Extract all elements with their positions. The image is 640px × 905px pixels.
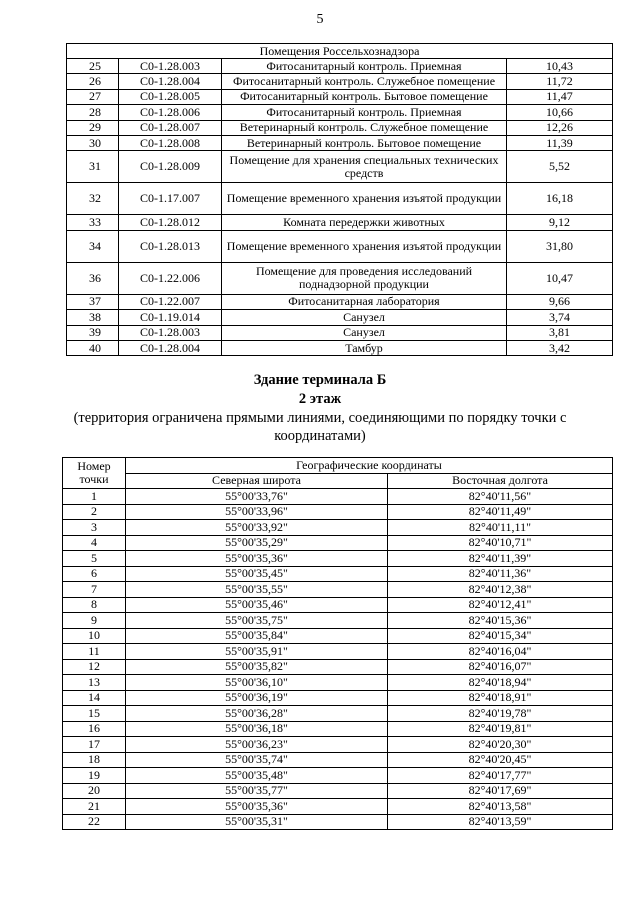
latitude-value: 55°00'35,82": [126, 659, 388, 675]
point-number: 13: [63, 675, 126, 691]
room-number: 26: [67, 74, 119, 89]
room-area: 3,81: [507, 325, 613, 340]
latitude-value: 55°00'36,28": [126, 706, 388, 722]
room-name: Фитосанитарный контроль. Приемная: [222, 105, 507, 120]
room-number: 32: [67, 183, 119, 215]
longitude-value: 82°40'11,36": [388, 566, 613, 582]
room-code: С0-1.28.007: [119, 120, 222, 135]
latitude-value: 55°00'35,45": [126, 566, 388, 582]
latitude-value: 55°00'35,75": [126, 613, 388, 629]
longitude-value: 82°40'19,78": [388, 706, 613, 722]
longitude-value: 82°40'13,59": [388, 814, 613, 830]
table-row: [67, 59, 613, 74]
coords-subheader-row: [63, 473, 613, 489]
point-number: 19: [63, 768, 126, 784]
table-row: [63, 721, 613, 737]
table-row: [63, 597, 613, 613]
point-number: 17: [63, 737, 126, 753]
table-row: [67, 215, 613, 230]
latitude-value: 55°00'36,10": [126, 675, 388, 691]
longitude-value: 82°40'20,30": [388, 737, 613, 753]
rooms-section-title: Помещения Россельхознадзора: [67, 44, 613, 59]
room-area: 10,43: [507, 59, 613, 74]
room-number: 39: [67, 325, 119, 340]
table-row: [63, 783, 613, 799]
room-number: 34: [67, 230, 119, 262]
table-row: [63, 582, 613, 598]
room-number: 28: [67, 105, 119, 120]
table-row: [63, 628, 613, 644]
table-row: [63, 551, 613, 567]
longitude-header: Восточная долгота: [388, 473, 613, 489]
point-number: 5: [63, 551, 126, 567]
longitude-value: 82°40'12,38": [388, 582, 613, 598]
room-code: С0-1.17.007: [119, 183, 222, 215]
table-row: [67, 89, 613, 104]
room-name: Фитосанитарная лаборатория: [222, 294, 507, 309]
latitude-value: 55°00'33,92": [126, 520, 388, 536]
table-row: [63, 768, 613, 784]
table-row: [63, 504, 613, 520]
table-row: [67, 230, 613, 262]
latitude-value: 55°00'36,18": [126, 721, 388, 737]
room-name: Ветеринарный контроль. Бытовое помещение: [222, 135, 507, 150]
point-number: 1: [63, 489, 126, 505]
room-code: С0-1.28.012: [119, 215, 222, 230]
room-area: 11,47: [507, 89, 613, 104]
room-name: Санузел: [222, 310, 507, 325]
table-row: [67, 74, 613, 89]
room-area: 12,26: [507, 120, 613, 135]
room-number: 29: [67, 120, 119, 135]
coords-header-row: [63, 458, 613, 474]
latitude-header: Северная широта: [126, 473, 388, 489]
latitude-value: 55°00'35,46": [126, 597, 388, 613]
longitude-value: 82°40'16,07": [388, 659, 613, 675]
point-number: 15: [63, 706, 126, 722]
room-area: 31,80: [507, 230, 613, 262]
room-name: Фитосанитарный контроль. Служебное помещение: [222, 74, 507, 89]
point-number: 7: [63, 582, 126, 598]
room-name: Фитосанитарный контроль. Бытовое помещение: [222, 89, 507, 104]
table-row: [63, 706, 613, 722]
room-area: 10,47: [507, 262, 613, 294]
room-number: 30: [67, 135, 119, 150]
longitude-value: 82°40'11,39": [388, 551, 613, 567]
table-row: [63, 799, 613, 815]
table-row: [67, 325, 613, 340]
room-number: 25: [67, 59, 119, 74]
table-row: [63, 690, 613, 706]
rooms-section-row: [67, 44, 613, 59]
point-number: 9: [63, 613, 126, 629]
table-row: [67, 105, 613, 120]
latitude-value: 55°00'33,76": [126, 489, 388, 505]
point-number: 8: [63, 597, 126, 613]
room-number: 36: [67, 262, 119, 294]
point-number: 14: [63, 690, 126, 706]
room-name: Помещение временного хранения изъятой продукции: [222, 183, 507, 215]
longitude-value: 82°40'15,36": [388, 613, 613, 629]
longitude-value: 82°40'20,45": [388, 752, 613, 768]
building-title: Здание терминала Б: [253, 372, 387, 388]
room-name: Ветеринарный контроль. Служебное помещение: [222, 120, 507, 135]
room-code: С0-1.22.006: [119, 262, 222, 294]
point-number: 12: [63, 659, 126, 675]
latitude-value: 55°00'35,31": [126, 814, 388, 830]
room-name: Помещение временного хранения изъятой продукции: [222, 230, 507, 262]
point-number: 18: [63, 752, 126, 768]
longitude-value: 82°40'11,49": [388, 504, 613, 520]
longitude-value: 82°40'10,71": [388, 535, 613, 551]
point-number: 2: [63, 504, 126, 520]
longitude-value: 82°40'19,81": [388, 721, 613, 737]
room-number: 40: [67, 340, 119, 355]
table-row: [63, 675, 613, 691]
longitude-value: 82°40'11,11": [388, 520, 613, 536]
longitude-value: 82°40'18,91": [388, 690, 613, 706]
table-row: [63, 737, 613, 753]
table-row: [67, 135, 613, 150]
room-area: 11,72: [507, 74, 613, 89]
section-heading: [0, 371, 640, 445]
floor-title: 2 этаж: [298, 391, 342, 407]
table-row: [67, 294, 613, 309]
latitude-value: 55°00'35,48": [126, 768, 388, 784]
latitude-value: 55°00'33,96": [126, 504, 388, 520]
table-row: [63, 520, 613, 536]
room-area: 3,42: [507, 340, 613, 355]
room-number: 38: [67, 310, 119, 325]
room-code: С0-1.28.008: [119, 135, 222, 150]
room-number: 27: [67, 89, 119, 104]
table-row: [67, 183, 613, 215]
room-code: С0-1.28.006: [119, 105, 222, 120]
geo-coords-header: Географические координаты: [126, 458, 613, 474]
latitude-value: 55°00'35,84": [126, 628, 388, 644]
room-area: 9,12: [507, 215, 613, 230]
latitude-value: 55°00'35,77": [126, 783, 388, 799]
longitude-value: 82°40'17,77": [388, 768, 613, 784]
page-number: 5: [316, 12, 324, 27]
latitude-value: 55°00'35,74": [126, 752, 388, 768]
table-row: [63, 659, 613, 675]
room-code: С0-1.22.007: [119, 294, 222, 309]
latitude-value: 55°00'36,23": [126, 737, 388, 753]
table-row: [63, 644, 613, 660]
point-number: 4: [63, 535, 126, 551]
table-row: [67, 151, 613, 183]
longitude-value: 82°40'16,04": [388, 644, 613, 660]
point-number: 10: [63, 628, 126, 644]
room-code: С0-1.28.004: [119, 74, 222, 89]
table-row: [67, 340, 613, 355]
room-code: С0-1.19.014: [119, 310, 222, 325]
longitude-value: 82°40'17,69": [388, 783, 613, 799]
table-row: [63, 752, 613, 768]
point-number: 22: [63, 814, 126, 830]
room-area: 5,52: [507, 151, 613, 183]
latitude-value: 55°00'35,29": [126, 535, 388, 551]
table-row: [63, 814, 613, 830]
room-code: С0-1.28.003: [119, 59, 222, 74]
table-row: [63, 613, 613, 629]
longitude-value: 82°40'15,34": [388, 628, 613, 644]
latitude-value: 55°00'36,19": [126, 690, 388, 706]
room-code: С0-1.28.013: [119, 230, 222, 262]
territory-description: (территория ограничена прямыми линиями, соединяющими по порядку точки с координатами): [73, 410, 567, 444]
point-number: 20: [63, 783, 126, 799]
room-area: 10,66: [507, 105, 613, 120]
coordinates-table: [62, 457, 613, 830]
table-row: [67, 310, 613, 325]
room-number: 37: [67, 294, 119, 309]
longitude-value: 82°40'11,56": [388, 489, 613, 505]
longitude-value: 82°40'12,41": [388, 597, 613, 613]
room-code: С0-1.28.004: [119, 340, 222, 355]
room-number: 31: [67, 151, 119, 183]
longitude-value: 82°40'13,58": [388, 799, 613, 815]
latitude-value: 55°00'35,36": [126, 799, 388, 815]
latitude-value: 55°00'35,36": [126, 551, 388, 567]
room-code: С0-1.28.009: [119, 151, 222, 183]
table-row: [67, 262, 613, 294]
room-area: 16,18: [507, 183, 613, 215]
point-number: 11: [63, 644, 126, 660]
room-number: 33: [67, 215, 119, 230]
latitude-value: 55°00'35,91": [126, 644, 388, 660]
latitude-value: 55°00'35,55": [126, 582, 388, 598]
room-area: 3,74: [507, 310, 613, 325]
rooms-table: [66, 43, 613, 356]
room-area: 11,39: [507, 135, 613, 150]
room-name: Помещение для проведения исследований поднадзорной продукции: [222, 262, 507, 294]
table-row: [63, 535, 613, 551]
table-row: [63, 489, 613, 505]
longitude-value: 82°40'18,94": [388, 675, 613, 691]
room-code: С0-1.28.005: [119, 89, 222, 104]
table-row: [63, 566, 613, 582]
point-number: 21: [63, 799, 126, 815]
room-code: С0-1.28.003: [119, 325, 222, 340]
point-number: 16: [63, 721, 126, 737]
room-name: Тамбур: [222, 340, 507, 355]
point-number-header: Номер точки: [63, 458, 126, 489]
room-name: Помещение для хранения специальных технических средств: [222, 151, 507, 183]
room-name: Комната передержки животных: [222, 215, 507, 230]
room-name: Фитосанитарный контроль. Приемная: [222, 59, 507, 74]
room-area: 9,66: [507, 294, 613, 309]
point-number: 6: [63, 566, 126, 582]
point-number: 3: [63, 520, 126, 536]
room-name: Санузел: [222, 325, 507, 340]
table-row: [67, 120, 613, 135]
